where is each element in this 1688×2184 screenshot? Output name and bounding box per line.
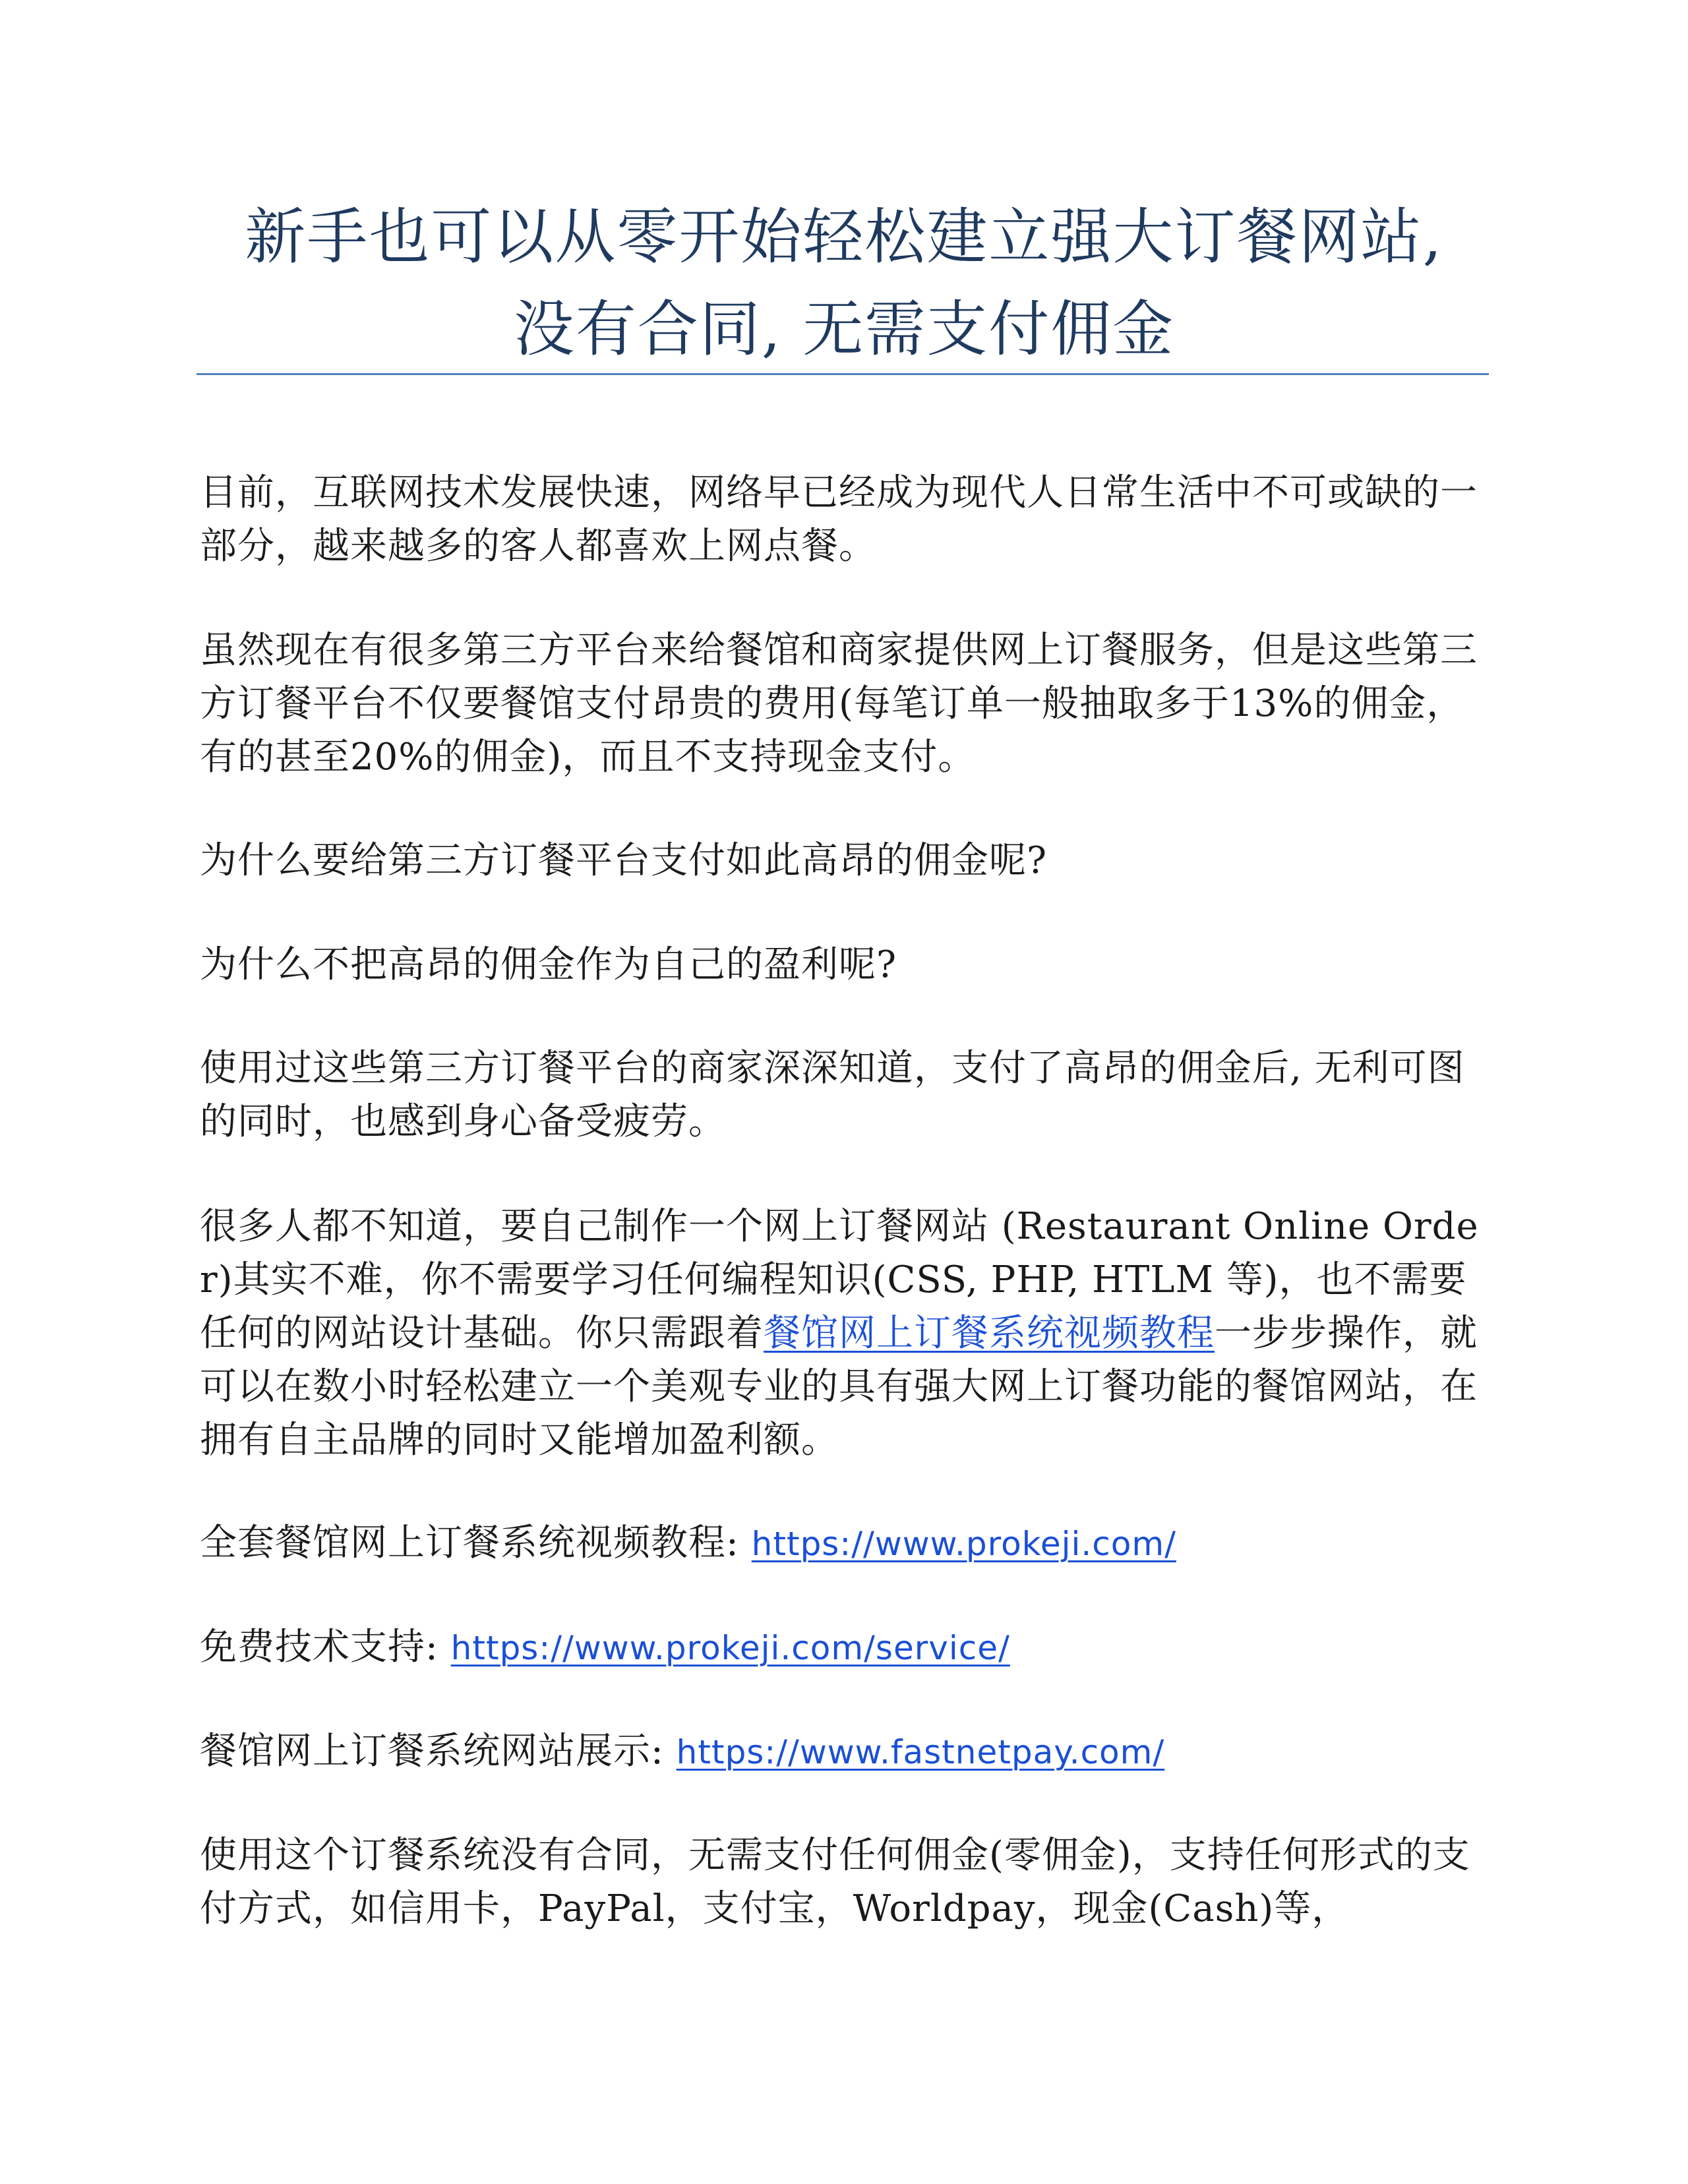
video-tutorial-link[interactable]: 餐馆网上订餐系统视频教程: [764, 1312, 1215, 1355]
paragraph-no-contract: [200, 1829, 1492, 1935]
paragraph-text-after: 一步步操作，就可以在数小时轻松建立一个美观专业的具有强大网上订餐功能的餐馆网站，在拥有自主品牌的同时又能增加盈利额。: [200, 1312, 1478, 1461]
paragraph-how-to: [200, 1200, 1492, 1467]
paragraph-text-before: 很多人都不知道，要自己制作一个网上订餐网站 (Restaurant Online Order)其实不难，你不需要学习任何编程知识(CSS, PHP, HTLM 等)，也不需要任何的网站设计基础。你只需跟着: [200, 1205, 1479, 1355]
paragraph-text: [200, 1200, 1492, 1467]
title-line-1: 新手也可以从零开始轻松建立强大订餐网站,: [245, 202, 1443, 272]
page-title: [191, 191, 1497, 376]
paragraph-text: 虽然现在有很多第三方平台来给餐馆和商家提供网上订餐服务，但是这些第三方订餐平台不仅要餐馆支付昂贵的费用(每笔订单一般抽取多于13%的佣金，有的甚至20%的佣金)，而且不支持现金支付。: [200, 629, 1478, 779]
paragraph-text: 为什么不把高昂的佣金作为自己的盈利呢?: [200, 943, 897, 986]
paragraph-question-1: [200, 834, 1492, 887]
paragraph-question-2: [200, 938, 1492, 991]
paragraph-text: 为什么要给第三方订餐平台支付如此高昂的佣金呢?: [200, 839, 1048, 882]
paragraph-text: 使用这个订餐系统没有合同，无需支付任何佣金(零佣金)，支持任何形式的支付方式，如信用卡，PayPal，支付宝，Worldpay，现金(Cash)等，: [200, 1834, 1470, 1930]
title-divider: [196, 373, 1489, 375]
paragraph-support-url: [200, 1620, 1492, 1675]
paragraph-text: [200, 1516, 1492, 1571]
tutorial-url-link[interactable]: https://www.prokeji.com/: [751, 1525, 1176, 1563]
paragraph-text: 目前，互联网技术发展快速，网络早已经成为现代人日常生活中不可或缺的一部分，越来越多的客人都喜欢上网点餐。: [200, 471, 1478, 568]
demo-label: 餐馆网上订餐系统网站展示:: [200, 1730, 677, 1773]
paragraph-experience: [200, 1042, 1492, 1148]
support-label: 免费技术支持:: [200, 1626, 451, 1668]
paragraph-text: [200, 1620, 1492, 1675]
support-url-link[interactable]: https://www.prokeji.com/service/: [450, 1629, 1010, 1667]
paragraph-third-party: [200, 624, 1492, 784]
paragraph-demo-url: [200, 1725, 1492, 1779]
paragraph-text: [200, 1725, 1492, 1779]
demo-url-link[interactable]: https://www.fastnetpay.com/: [676, 1733, 1165, 1771]
title-line-2: 没有合同, 无需支付佣金: [513, 294, 1175, 365]
paragraph-intro: [200, 466, 1492, 573]
tutorial-label: 全套餐馆网上订餐系统视频教程:: [200, 1521, 752, 1564]
paragraph-tutorial-url: [200, 1516, 1492, 1571]
paragraph-text: 使用过这些第三方订餐平台的商家深深知道，支付了高昂的佣金后, 无利可图的同时，也感到身心备受疲劳。: [200, 1047, 1465, 1143]
